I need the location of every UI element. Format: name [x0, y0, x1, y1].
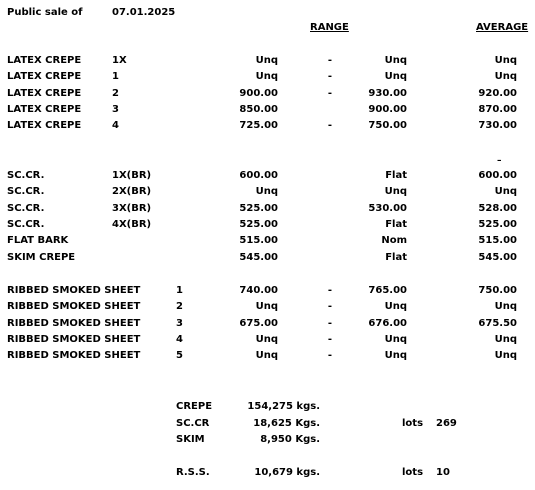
range-dash: - [327, 333, 333, 345]
range-low: 525.00 [239, 202, 278, 214]
average-value: 528.00 [478, 202, 517, 214]
range-high: Unq [384, 333, 407, 345]
total-quantity: 10,679 kgs. [254, 467, 320, 478]
range-low: Unq [255, 55, 278, 66]
row-grade: 1 [176, 285, 183, 296]
average-value: 515.00 [478, 235, 517, 247]
range-high: Unq [384, 71, 407, 83]
row-grade: 1 [112, 71, 119, 83]
row-name: RIBBED SMOKED SHEET [7, 350, 141, 362]
range-low: 725.00 [239, 120, 278, 132]
row-grade: 2X(BR) [112, 186, 152, 198]
row-name: LATEX CREPE [7, 55, 82, 66]
range-high: Flat [385, 170, 407, 181]
range-dash: - [327, 317, 333, 329]
row-name: LATEX CREPE [7, 87, 82, 99]
range-high: Flat [385, 218, 407, 230]
row-grade: 5 [176, 350, 183, 362]
row-name: FLAT BARK [7, 235, 69, 247]
range-high: Unq [384, 350, 407, 362]
range-low: 850.00 [239, 103, 278, 115]
row-name: RIBBED SMOKED SHEET [7, 301, 141, 313]
lots-count: 10 [436, 467, 450, 478]
range-high: Nom [381, 235, 407, 247]
range-high: Unq [384, 301, 407, 313]
range-low: Unq [255, 301, 278, 313]
row-name: LATEX CREPE [7, 103, 82, 115]
average-heading: AVERAGE [476, 22, 529, 33]
average-value: 920.00 [478, 87, 517, 99]
row-grade: 2 [112, 87, 119, 99]
range-dash: - [327, 285, 333, 296]
range-low: Unq [255, 333, 278, 345]
average-value: 750.00 [478, 285, 517, 296]
average-value: Unq [494, 71, 517, 83]
range-high: Flat [385, 251, 407, 263]
row-name: LATEX CREPE [7, 120, 82, 132]
range-high: 930.00 [368, 87, 407, 99]
range-high: Unq [384, 186, 407, 198]
average-value: Unq [494, 333, 517, 345]
total-label: R.S.S. [176, 467, 210, 478]
range-high: 530.00 [368, 202, 407, 214]
range-low: 740.00 [239, 285, 278, 296]
row-name: SC.CR. [7, 170, 45, 181]
average-value: 545.00 [478, 251, 517, 263]
row-name: RIBBED SMOKED SHEET [7, 333, 141, 345]
range-low: Unq [255, 71, 278, 83]
average-value: Unq [494, 350, 517, 362]
average-value: Unq [494, 186, 517, 198]
total-label: SKIM [176, 434, 205, 445]
average-value: 730.00 [478, 120, 517, 132]
range-low: 900.00 [239, 87, 278, 99]
range-high: Unq [384, 55, 407, 66]
row-grade: 4 [176, 333, 183, 345]
row-grade: 1X [112, 55, 127, 66]
total-quantity: 18,625 Kgs. [253, 418, 320, 429]
average-value: 525.00 [478, 218, 517, 230]
row-grade: 4 [112, 120, 119, 132]
range-low: 675.00 [239, 317, 278, 329]
row-grade: 3 [176, 317, 183, 329]
total-quantity: 8,950 Kgs. [260, 434, 320, 445]
sale-date: 07.01.2025 [112, 7, 176, 18]
row-name: SC.CR. [7, 218, 45, 230]
total-quantity: 154,275 kgs. [247, 401, 320, 412]
total-label: CREPE [176, 401, 213, 412]
range-dash: - [327, 87, 333, 99]
lots-label: lots [402, 418, 424, 429]
row-name: RIBBED SMOKED SHEET [7, 317, 141, 329]
row-name: SC.CR. [7, 202, 45, 214]
average-value: 675.50 [478, 317, 517, 329]
range-dash: - [327, 71, 333, 83]
range-heading: RANGE [310, 22, 349, 33]
range-low: 515.00 [239, 235, 278, 247]
row-grade: 1X(BR) [112, 170, 152, 181]
range-dash: - [327, 301, 333, 313]
average-value: Unq [494, 301, 517, 313]
row-name: SKIM CREPE [7, 251, 76, 263]
row-grade: 2 [176, 301, 183, 313]
range-high: 765.00 [368, 285, 407, 296]
average-tick-mark: – [497, 156, 502, 166]
range-high: 750.00 [368, 120, 407, 132]
average-value: Unq [494, 55, 517, 66]
range-low: Unq [255, 186, 278, 198]
range-low: 525.00 [239, 218, 278, 230]
row-name: SC.CR. [7, 186, 45, 198]
total-label: SC.CR [176, 418, 210, 429]
range-dash: - [327, 350, 333, 362]
range-dash: - [327, 55, 333, 66]
range-low: 545.00 [239, 251, 278, 263]
row-name: LATEX CREPE [7, 71, 82, 83]
sale-label: Public sale of [7, 7, 83, 18]
range-low: Unq [255, 350, 278, 362]
average-value: 600.00 [478, 170, 517, 181]
range-high: 676.00 [368, 317, 407, 329]
lots-label: lots [402, 467, 424, 478]
row-grade: 3 [112, 103, 119, 115]
row-grade: 4X(BR) [112, 218, 152, 230]
range-dash: - [327, 120, 333, 132]
row-name: RIBBED SMOKED SHEET [7, 285, 141, 296]
row-grade: 3X(BR) [112, 202, 152, 214]
range-low: 600.00 [239, 170, 278, 181]
average-value: 870.00 [478, 103, 517, 115]
lots-count: 269 [436, 418, 457, 429]
range-high: 900.00 [368, 103, 407, 115]
